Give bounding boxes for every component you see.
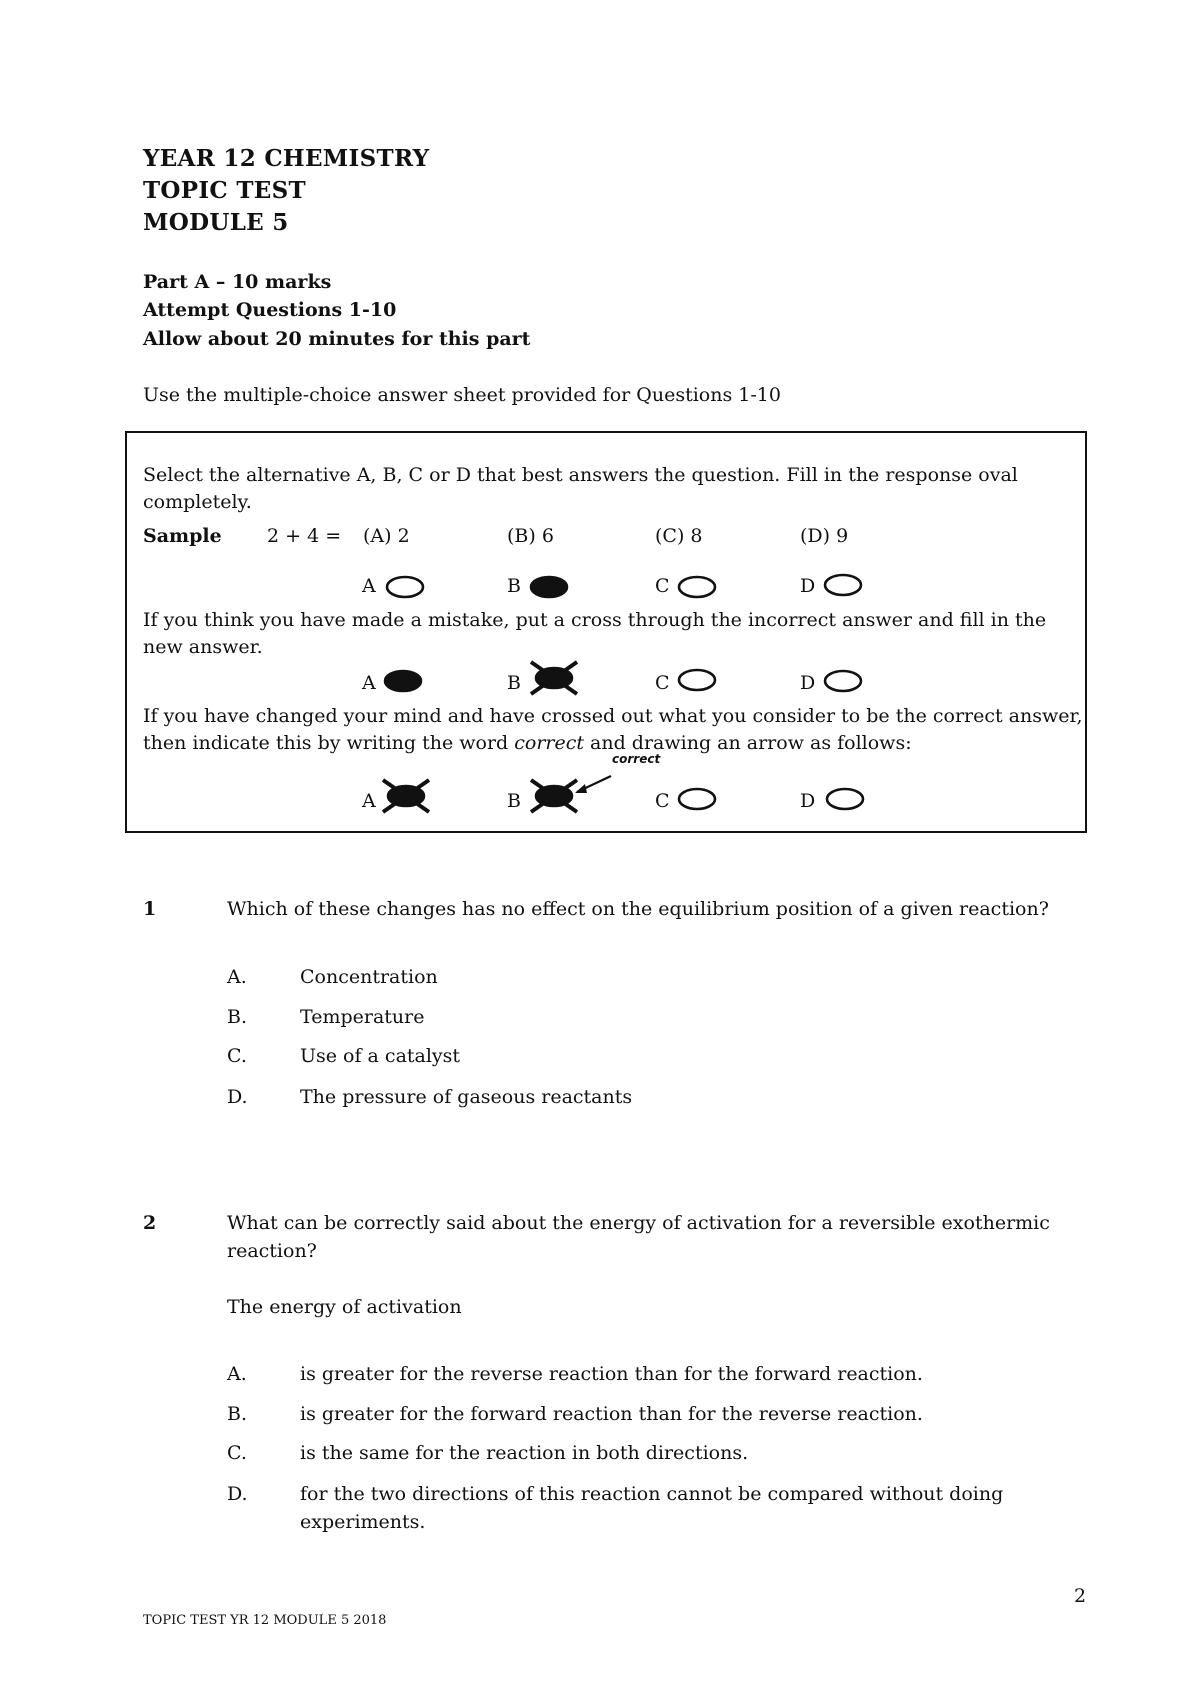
row2-letter-c: C xyxy=(655,672,670,694)
row1-oval-a-empty xyxy=(383,574,427,600)
sample-option-a: (A) 2 xyxy=(363,525,410,547)
sample-option-d: (D) 9 xyxy=(800,525,849,547)
mistake-line-2: new answer. xyxy=(143,636,263,658)
q2-option-d-text: for the two directions of this reaction cannot be compared without doing xyxy=(300,1483,1004,1505)
question-2-stem-line-1: What can be correctly said about the energy of activation for a reversible exothermic xyxy=(227,1212,1050,1234)
row1-letter-a: A xyxy=(362,575,376,597)
row2-letter-b: B xyxy=(507,672,521,694)
q1-option-b-letter: B. xyxy=(227,1006,248,1028)
row3-oval-c-empty xyxy=(675,786,719,812)
title-line-1: YEAR 12 CHEMISTRY xyxy=(143,145,430,172)
q2-option-a-text: is greater for the reverse reaction than for the forward reaction. xyxy=(300,1363,923,1385)
q2-option-a-letter: A. xyxy=(227,1363,247,1385)
q1-option-d-text: The pressure of gaseous reactants xyxy=(300,1086,633,1108)
mistake-line-1: If you think you have made a mistake, put a cross through the incorrect answer and fill in the xyxy=(143,609,1047,631)
sample-option-b: (B) 6 xyxy=(507,525,554,547)
q1-option-d-letter: D. xyxy=(227,1086,248,1108)
changed-line-1: If you have changed your mind and have crossed out what you consider to be the correct answer, xyxy=(143,705,1083,727)
q2-option-b-letter: B. xyxy=(227,1403,248,1425)
box-line-1: Select the alternative A, B, C or D that best answers the question. Fill in the response oval xyxy=(143,464,1018,486)
row3-letter-a: A xyxy=(362,790,376,812)
row3-oval-d-empty xyxy=(823,786,867,812)
part-title: Part A – 10 marks xyxy=(143,271,332,293)
question-2-stem-line-2: reaction? xyxy=(227,1240,317,1262)
row3-oval-a-crossed xyxy=(377,776,435,816)
row3-letter-c: C xyxy=(655,790,670,812)
correct-annotation: correct xyxy=(612,752,661,766)
question-1-stem: Which of these changes has no effect on the equilibrium position of a given reaction? xyxy=(227,898,1049,920)
q2-option-c-letter: C. xyxy=(227,1442,247,1464)
part-attempt: Attempt Questions 1-10 xyxy=(143,299,397,321)
q1-option-a-letter: A. xyxy=(227,966,247,988)
changed-line-2-emphasis: correct xyxy=(514,732,584,754)
row3-letter-d: D xyxy=(800,790,816,812)
box-line-2: completely. xyxy=(143,491,252,513)
row2-oval-c-empty xyxy=(675,667,719,693)
q2-option-b-text: is greater for the forward reaction than for the reverse reaction. xyxy=(300,1403,923,1425)
q1-option-c-text: Use of a catalyst xyxy=(300,1045,461,1067)
row1-oval-c-empty xyxy=(675,574,719,600)
row1-oval-d-empty xyxy=(821,572,865,598)
row3-letter-b: B xyxy=(507,790,521,812)
question-1-number: 1 xyxy=(143,898,157,920)
row1-letter-c: C xyxy=(655,575,670,597)
q1-option-b-text: Temperature xyxy=(300,1006,425,1028)
changed-line-2-part-a: then indicate this by writing the word xyxy=(143,732,515,754)
title-line-3: MODULE 5 xyxy=(143,209,289,236)
q2-option-c-text: is the same for the reaction in both directions. xyxy=(300,1442,749,1464)
sample-question: 2 + 4 = xyxy=(267,525,342,547)
row3-oval-b-crossed-with-arrow xyxy=(525,770,615,820)
row2-letter-a: A xyxy=(362,672,376,694)
row2-oval-d-empty xyxy=(821,668,865,694)
part-instruction: Use the multiple-choice answer sheet provided for Questions 1-10 xyxy=(143,384,781,406)
question-2-number: 2 xyxy=(143,1212,157,1234)
changed-line-2-part-b: and drawing an arrow as follows: xyxy=(584,732,912,754)
q2-option-d-letter: D. xyxy=(227,1483,248,1505)
row1-oval-b-filled xyxy=(527,574,571,600)
row2-oval-a-filled xyxy=(381,668,425,694)
part-allow: Allow about 20 minutes for this part xyxy=(143,328,531,350)
row2-letter-d: D xyxy=(800,672,816,694)
sample-option-c: (C) 8 xyxy=(655,525,703,547)
row2-oval-b-crossed xyxy=(525,658,583,698)
footer-left: TOPIC TEST YR 12 MODULE 5 2018 xyxy=(143,1613,387,1628)
q2-option-d-text-line-2: experiments. xyxy=(300,1511,426,1533)
question-2-lead: The energy of activation xyxy=(227,1296,462,1318)
row1-letter-b: B xyxy=(507,575,521,597)
changed-line-2 xyxy=(143,732,912,754)
q1-option-a-text: Concentration xyxy=(300,966,438,988)
sample-label: Sample xyxy=(143,525,222,547)
row1-letter-d: D xyxy=(800,575,816,597)
title-line-2: TOPIC TEST xyxy=(143,177,306,204)
q1-option-c-letter: C. xyxy=(227,1045,247,1067)
page-number: 2 xyxy=(1074,1585,1087,1607)
